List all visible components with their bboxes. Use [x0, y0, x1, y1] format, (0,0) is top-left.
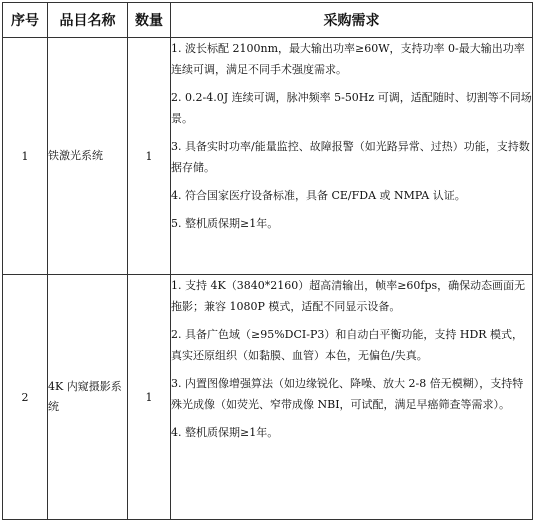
row-requirements: [171, 275, 533, 520]
header-quantity: 数量: [128, 3, 171, 38]
requirement-item: 5. 整机质保期≥1年。: [171, 217, 279, 230]
row-quantity: 1: [128, 38, 171, 275]
requirement-item: 1. 波长标配 2100nm，最大输出功率≥60W，支持功率 0-最大输出功率连续可调，满足不同手术强度需求。: [171, 42, 525, 76]
table-header-row: [3, 3, 533, 38]
row-item-name: 4K 内窥摄影系统: [48, 275, 128, 520]
requirement-item: 2. 具备广色域（≥95%DCI-P3）和自动白平衡功能，支持 HDR 模式，真实还原组织（如黏膜、血管）本色，无偏色/失真。: [171, 328, 524, 362]
requirement-item: 4. 符合国家医疗设备标准，具备 CE/FDA 或 NMPA 认证。: [171, 189, 466, 202]
row-quantity: 1: [128, 275, 171, 520]
row-serial-number: 1: [3, 38, 48, 275]
header-serial-number: 序号: [3, 3, 48, 38]
table-row: [3, 38, 533, 275]
requirement-list: [171, 38, 532, 234]
requirement-item: 3. 内置图像增强算法（如边缘锐化、降噪、放大 2-8 倍无模糊），支持特殊光成像（如荧光、窄带成像 NBI，可试配，满足早癌筛查等需求）。: [171, 377, 524, 411]
header-requirements: 采购需求: [171, 3, 533, 38]
row-requirements: [171, 38, 533, 275]
requirement-item: 3. 具备实时功率/能量监控、故障报警（如光路异常、过热）功能，支持数据存储。: [171, 140, 530, 174]
requirement-item: 2. 0.2-4.0J 连续可调，脉冲频率 5-50Hz 可调，适配随时、切割等不同场景。: [171, 91, 532, 125]
row-item-name: 铁激光系统: [48, 38, 128, 275]
table-row: [3, 275, 533, 520]
header-item-name: 品目名称: [48, 3, 128, 38]
requirement-item: 1. 支持 4K（3840*2160）超高清输出，帧率≥60fps，确保动态画面无拖影；兼容 1080P 模式，适配不同显示设备。: [171, 279, 526, 313]
requirement-item: 4. 整机质保期≥1年。: [171, 426, 279, 439]
procurement-table: [2, 2, 533, 520]
requirement-list: [171, 275, 532, 443]
row-serial-number: 2: [3, 275, 48, 520]
